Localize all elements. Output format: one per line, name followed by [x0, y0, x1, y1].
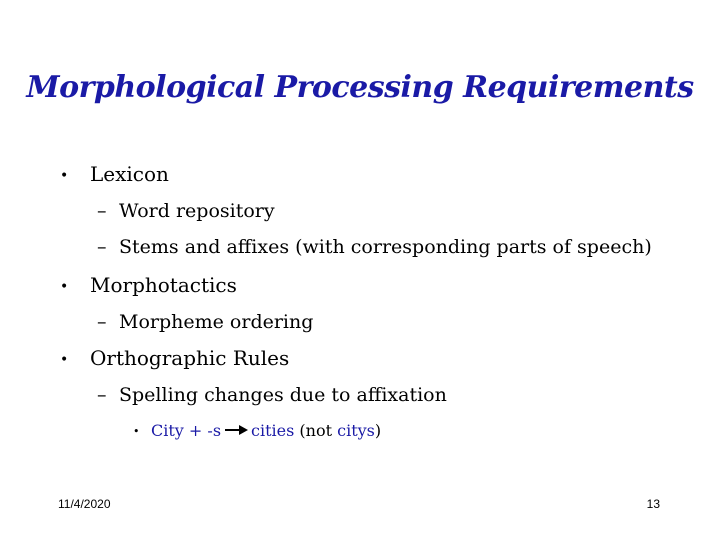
- dash-icon: –: [97, 311, 107, 333]
- sub-bullet-stems-affixes: – Stems and affixes (with corresponding parts of speech): [97, 236, 652, 258]
- example-output: cities: [251, 421, 295, 440]
- bullet-morphotactics: • Morphotactics: [60, 273, 237, 297]
- bullet-icon: •: [60, 278, 69, 295]
- footer-date: 11/4/2020: [58, 497, 111, 511]
- right-arrow-icon: [223, 422, 249, 441]
- example-input: City + -s: [151, 421, 222, 440]
- sub-bullet-spelling-changes: – Spelling changes due to affixation: [97, 384, 447, 406]
- page-number: 13: [646, 497, 660, 511]
- example-wrong-form: citys: [337, 421, 375, 440]
- dash-icon: –: [97, 236, 107, 258]
- sub-bullet-morpheme-ordering: – Morpheme ordering: [97, 311, 314, 333]
- bullet-icon: •: [133, 425, 140, 438]
- sub-bullet-word-repository: – Word repository: [97, 200, 275, 222]
- bullet-icon: •: [60, 167, 69, 184]
- example-city-plural: • City + -s cities (not citys): [133, 421, 382, 440]
- bullet-orthographic-rules: • Orthographic Rules: [60, 346, 290, 370]
- bullet-lexicon: • Lexicon: [60, 162, 169, 186]
- dash-icon: –: [97, 384, 107, 406]
- dash-icon: –: [97, 200, 107, 222]
- slide-title: Morphological Processing Requirements: [26, 70, 694, 105]
- bullet-icon: •: [60, 351, 69, 368]
